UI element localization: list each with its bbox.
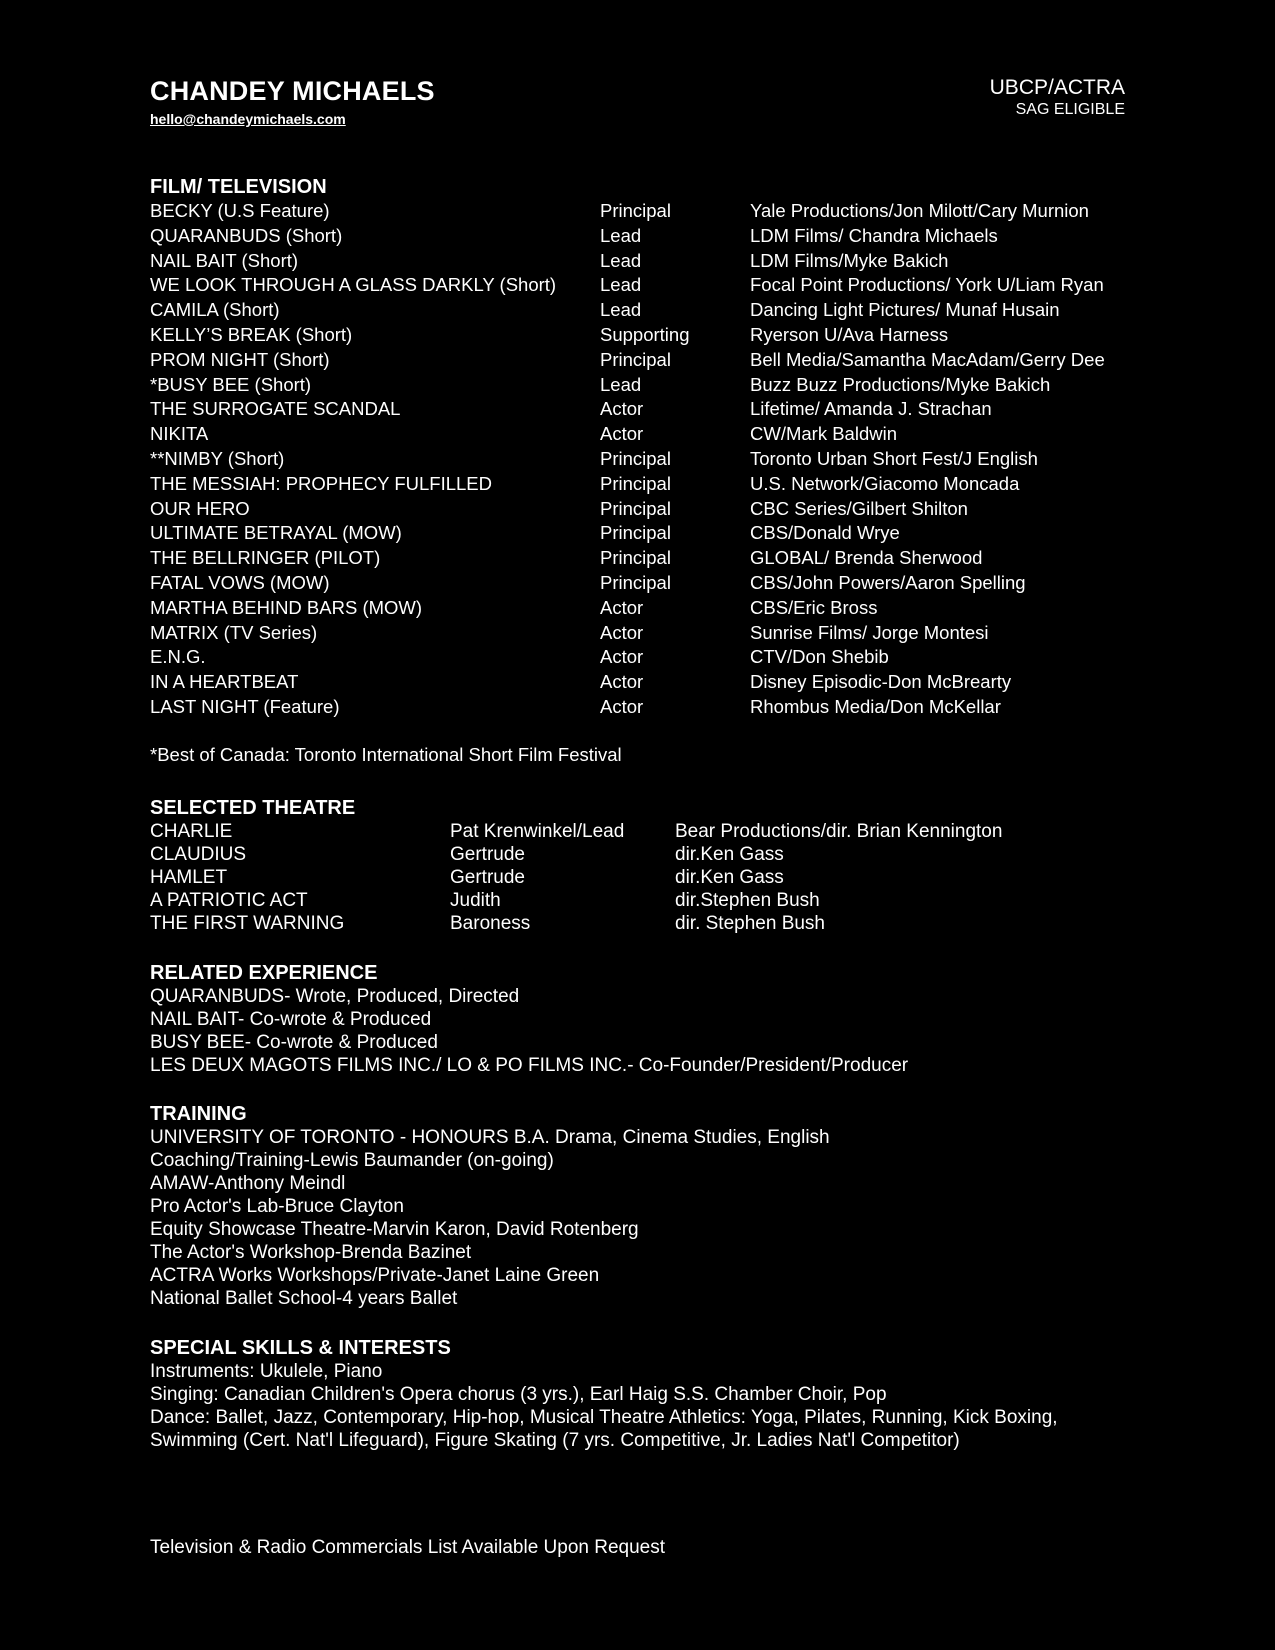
skill-item: Singing: Canadian Children's Opera chorus (3 yrs.), Earl Haig S.S. Chamber Choir, Pop (150, 1384, 887, 1405)
credit-company: Buzz Buzz Productions/Myke Bakich (750, 373, 1051, 395)
training-item: National Ballet School-4 years Ballet (150, 1288, 458, 1309)
credit-company: Focal Point Productions/ York U/Liam Ryan (750, 274, 1104, 296)
credit-company: Bear Productions/dir. Brian Kennington (675, 821, 1003, 842)
skill-item: Dance: Ballet, Jazz, Contemporary, Hip-hop, Musical Theatre Athletics: Yoga, Pilates, Running, Kick Boxing, (150, 1407, 1058, 1428)
credit-role: Actor (600, 398, 644, 420)
skills-list (150, 1360, 1125, 1452)
film-credit-row (150, 447, 1125, 472)
film-credit-row (150, 521, 1125, 546)
credit-company: Yale Productions/Jon Milott/Cary Murnion (750, 200, 1089, 221)
credit-title: NAIL BAIT (Short) (150, 249, 299, 271)
training-section (150, 1102, 1125, 1310)
credit-company: dir.Ken Gass (675, 844, 784, 865)
credit-title: CHARLIE (150, 821, 233, 842)
training-item: Pro Actor's Lab-Bruce Clayton (150, 1196, 404, 1217)
film-credit-row (150, 621, 1125, 646)
credit-company: Dancing Light Pictures/ Munaf Husain (750, 299, 1060, 321)
credit-company: CW/Mark Baldwin (750, 423, 897, 445)
credit-title: THE BELLRINGER (PILOT) (150, 547, 381, 569)
credit-role: Baroness (450, 913, 531, 934)
header-block (150, 70, 1125, 130)
credit-company: Bell Media/Samantha MacAdam/Gerry Dee (750, 348, 1105, 370)
training-item: UNIVERSITY OF TORONTO - HONOURS B.A. Drama, Cinema Studies, English (150, 1127, 830, 1148)
skill-item: Swimming (Cert. Nat'l Lifeguard), Figure Skating (7 yrs. Competitive, Jr. Ladies Nat'l Competitor) (150, 1430, 960, 1451)
theatre-credit-row (150, 889, 1125, 912)
film-credit-row (150, 298, 1125, 323)
credit-title: **NIMBY (Short) (150, 447, 285, 469)
film-credit-row (150, 695, 1125, 720)
credit-title: WE LOOK THROUGH A GLASS DARKLY (Short) (150, 274, 557, 296)
credit-role: Lead (600, 274, 642, 296)
credit-role: Pat Krenwinkel/Lead (450, 821, 625, 842)
credit-company: Rhombus Media/Don McKellar (750, 695, 1001, 717)
credit-company: U.S. Network/Giacomo Moncada (750, 472, 1020, 494)
credit-title: PROM NIGHT (Short) (150, 348, 330, 370)
theatre-credit-row (150, 843, 1125, 866)
credit-company: dir. Stephen Bush (675, 913, 825, 934)
credit-title: FATAL VOWS (MOW) (150, 571, 330, 593)
theatre-section (150, 796, 1125, 935)
credit-company: Toronto Urban Short Fest/J English (750, 447, 1038, 469)
film-credit-row (150, 546, 1125, 571)
film-credit-row (150, 645, 1125, 670)
film-credit-row (150, 249, 1125, 274)
credit-title: HAMLET (150, 867, 228, 888)
credit-company: GLOBAL/ Brenda Sherwood (750, 547, 983, 569)
credit-role: Principal (600, 348, 671, 370)
credit-role: Gertrude (450, 844, 525, 865)
credit-role: Gertrude (450, 867, 525, 888)
footer-section (150, 1536, 1125, 1560)
union-status (990, 76, 1125, 119)
training-item: AMAW-Anthony Meindl (150, 1173, 346, 1194)
credit-title: IN A HEARTBEAT (150, 671, 299, 693)
film-television-section (150, 175, 1125, 767)
film-credit-row (150, 497, 1125, 522)
credit-company: Disney Episodic-Don McBrearty (750, 671, 1012, 693)
training-item: Coaching/Training-Lewis Baumander (on-going) (150, 1150, 554, 1171)
festival-note: *Best of Canada: Toronto International Short Film Festival (150, 743, 622, 765)
credit-role: Actor (600, 646, 644, 668)
film-credit-row (150, 422, 1125, 447)
related-experience-list (150, 985, 1125, 1077)
related-experience-item: LES DEUX MAGOTS FILMS INC./ LO & PO FILMS INC.- Co-Founder/President/Producer (150, 1055, 909, 1076)
credit-title: CAMILA (Short) (150, 299, 280, 321)
credit-company: CTV/Don Shebib (750, 646, 889, 668)
credit-role: Actor (600, 695, 644, 717)
credit-title: KELLY’S BREAK (Short) (150, 323, 353, 345)
film-credit-row (150, 596, 1125, 621)
credit-company: LDM Films/ Chandra Michaels (750, 224, 998, 246)
credit-title: THE SURROGATE SCANDAL (150, 398, 401, 420)
credit-title: MARTHA BEHIND BARS (MOW) (150, 596, 423, 618)
credit-role: Principal (600, 200, 671, 221)
skill-item: Instruments: Ukulele, Piano (150, 1361, 383, 1382)
union-eligibility: SAG ELIGIBLE (1015, 101, 1125, 119)
theatre-credit-row (150, 866, 1125, 889)
credit-title: NIKITA (150, 423, 209, 445)
related-experience-section (150, 961, 1125, 1077)
related-experience-item: NAIL BAIT- Co-wrote & Produced (150, 1009, 432, 1030)
credit-role: Judith (450, 890, 501, 911)
credit-role: Principal (600, 472, 671, 494)
section-title-skills: SPECIAL SKILLS & INTERESTS (150, 1337, 451, 1359)
credit-role: Lead (600, 299, 642, 321)
section-title-film-tv: FILM/ TELEVISION (150, 176, 327, 198)
credit-role: Lead (600, 249, 642, 271)
credit-role: Actor (600, 671, 644, 693)
credit-company: Sunrise Films/ Jorge Montesi (750, 621, 989, 643)
section-title-training: TRAINING (150, 1103, 247, 1125)
section-title-theatre: SELECTED THEATRE (150, 797, 356, 819)
theatre-credit-row (150, 912, 1125, 935)
commercials-note: Television & Radio Commercials List Available Upon Request (150, 1537, 666, 1558)
credit-role: Actor (600, 596, 644, 618)
resume-header (150, 70, 1125, 130)
credit-company: CBC Series/Gilbert Shilton (750, 497, 968, 519)
related-experience-item: QUARANBUDS- Wrote, Produced, Directed (150, 986, 520, 1007)
credit-title: LAST NIGHT (Feature) (150, 695, 340, 717)
credit-role: Actor (600, 423, 644, 445)
credit-title: THE MESSIAH: PROPHECY FULFILLED (150, 472, 492, 494)
credit-company: Ryerson U/Ava Harness (750, 323, 949, 345)
credit-title: OUR HERO (150, 497, 250, 519)
training-item: Equity Showcase Theatre-Marvin Karon, David Rotenberg (150, 1219, 639, 1240)
credit-company: CBS/Donald Wrye (750, 522, 900, 544)
film-credit-row (150, 571, 1125, 596)
credit-role: Lead (600, 224, 642, 246)
union-affiliation: UBCP/ACTRA (989, 76, 1125, 99)
credit-title: BECKY (U.S Feature) (150, 200, 330, 221)
related-experience-item: BUSY BEE- Co-wrote & Produced (150, 1032, 438, 1053)
skills-section (150, 1336, 1125, 1452)
film-credit-row (150, 323, 1125, 348)
theatre-credit-row (150, 820, 1125, 843)
film-credit-row (150, 199, 1125, 224)
credit-company: Lifetime/ Amanda J. Strachan (750, 398, 992, 420)
credit-title: CLAUDIUS (150, 844, 247, 865)
credit-company: CBS/John Powers/Aaron Spelling (750, 571, 1026, 593)
credit-title: A PATRIOTIC ACT (150, 890, 308, 911)
film-credit-row (150, 224, 1125, 249)
film-credit-row (150, 670, 1125, 695)
credit-role: Principal (600, 571, 671, 593)
credit-company: CBS/Eric Bross (750, 596, 878, 618)
credit-company: dir.Ken Gass (675, 867, 784, 888)
credit-role: Principal (600, 497, 671, 519)
credit-title: *BUSY BEE (Short) (150, 373, 312, 395)
credit-title: MATRIX (TV Series) (150, 621, 318, 643)
email-link[interactable]: hello@chandeymichaels.com (150, 111, 346, 127)
credit-title: ULTIMATE BETRAYAL (MOW) (150, 522, 402, 544)
actor-name: CHANDEY MICHAELS (150, 76, 435, 106)
credit-role: Principal (600, 447, 671, 469)
credit-title: QUARANBUDS (Short) (150, 224, 343, 246)
credit-role: Principal (600, 547, 671, 569)
credit-company: LDM Films/Myke Bakich (750, 249, 949, 271)
section-title-related: RELATED EXPERIENCE (150, 962, 378, 984)
film-credit-row (150, 373, 1125, 398)
credit-role: Lead (600, 373, 642, 395)
credit-title: THE FIRST WARNING (150, 913, 345, 934)
credit-title: E.N.G. (150, 646, 206, 668)
film-credit-row (150, 472, 1125, 497)
film-credit-list (150, 199, 1125, 720)
film-credit-row (150, 273, 1125, 298)
credit-role: Principal (600, 522, 671, 544)
film-credit-row (150, 348, 1125, 373)
film-credit-row (150, 397, 1125, 422)
training-item: The Actor's Workshop-Brenda Bazinet (150, 1242, 472, 1263)
credit-role: Actor (600, 621, 644, 643)
credit-role: Supporting (600, 323, 690, 345)
credit-company: dir.Stephen Bush (675, 890, 820, 911)
training-list (150, 1126, 1125, 1310)
training-item: ACTRA Works Workshops/Private-Janet Laine Green (150, 1265, 600, 1286)
theatre-credit-list (150, 820, 1125, 935)
